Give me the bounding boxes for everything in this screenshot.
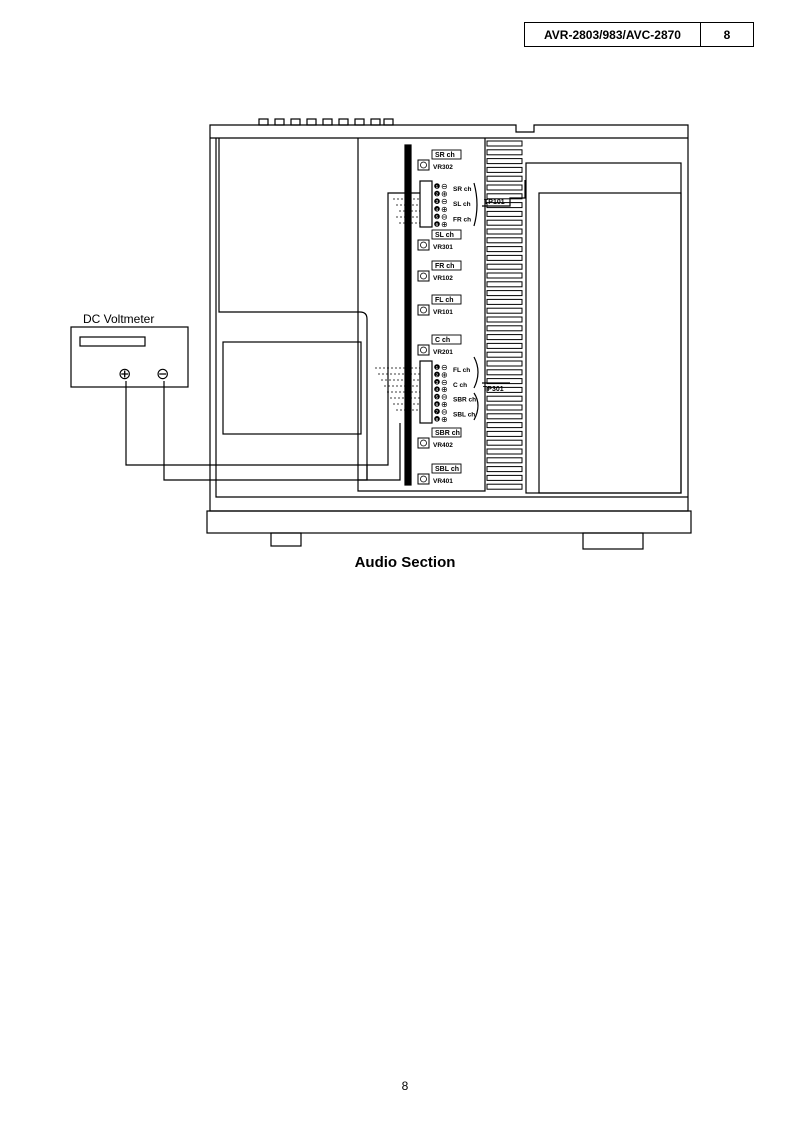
heat-sink-fin	[487, 141, 522, 146]
trimmer-knob	[421, 242, 427, 248]
pin-polarity-icon: ⊕	[441, 385, 448, 395]
tp301-label: TP301	[483, 386, 504, 393]
connector-pin	[434, 197, 470, 208]
heat-sink-fin	[487, 211, 522, 216]
heat-sink-fin	[487, 361, 522, 366]
tp101-connector	[420, 181, 432, 227]
connector-pin	[434, 220, 448, 229]
heat-sink-fin	[487, 167, 522, 172]
foot-left	[271, 533, 301, 546]
channel-label: SBR ch	[435, 430, 460, 437]
pin-channel-label: SBR ch	[453, 396, 477, 404]
pin-polarity-icon: ⊖	[441, 377, 448, 387]
model-number: AVR-2803/983/AVC-2870	[525, 23, 701, 46]
pin-polarity-icon: ⊖	[441, 392, 448, 402]
connector-pin	[434, 182, 471, 193]
channel-label: FR ch	[435, 263, 455, 270]
plus-terminal-icon: ⊕	[118, 366, 132, 383]
heat-sink-fin	[487, 352, 522, 357]
heat-sink-fin	[487, 458, 522, 463]
heat-sink-fin	[487, 484, 522, 489]
heat-sink-fin	[487, 414, 522, 419]
channel-label: FL ch	[435, 297, 454, 304]
connector-pin	[434, 415, 448, 424]
trimmer-knob	[421, 162, 427, 168]
pin-number: 4	[435, 387, 439, 393]
trimmer-knob	[421, 440, 427, 446]
pin-number: 5	[435, 394, 439, 400]
heat-sink-fin	[487, 423, 522, 428]
pin-number: 3	[435, 379, 439, 385]
connector-pin	[434, 212, 471, 223]
heat-sink-fin	[487, 273, 522, 278]
vr-block	[418, 428, 461, 449]
vr-block	[418, 295, 461, 316]
vr-label: VR201	[433, 349, 453, 356]
tp301-connector	[420, 361, 432, 423]
header-page-number: 8	[723, 27, 731, 42]
trimmer-icon[interactable]	[418, 240, 429, 250]
pin-polarity-icon: ⊖	[441, 182, 448, 191]
vr-label: VR401	[433, 478, 453, 485]
pin-polarity-icon: ⊕	[441, 370, 448, 380]
pin-number: 8	[435, 416, 439, 422]
tp101-label: TP101	[484, 199, 505, 206]
chassis-outline	[210, 125, 688, 511]
connector-pin	[434, 363, 470, 374]
foot-right	[583, 533, 643, 549]
pin-channel-label: SL ch	[453, 201, 471, 209]
channel-label: SR ch	[435, 152, 455, 159]
heat-sink-fin	[487, 317, 522, 322]
heat-sink-fin	[487, 255, 522, 260]
vr-block	[418, 150, 461, 171]
pin-number: 2	[435, 372, 439, 378]
pin-number: 4	[435, 206, 439, 212]
heat-sink-fin	[487, 238, 522, 243]
pin-number: 1	[435, 184, 439, 189]
heat-sink-fin	[487, 299, 522, 304]
heat-sink-fin	[487, 431, 522, 436]
pin-polarity-icon: ⊕	[441, 204, 448, 214]
voltmeter-label: DC Voltmeter	[83, 312, 155, 326]
heat-sink-fin	[487, 229, 522, 234]
heat-sink-fin	[487, 343, 522, 348]
vr-label: VR101	[433, 309, 453, 316]
footer-page-number: 8	[401, 1079, 409, 1093]
trimmer-knob	[421, 273, 427, 279]
minus-terminal-icon: ⊖	[156, 366, 170, 383]
diagram-caption: Audio Section	[354, 554, 456, 571]
vr-block	[418, 464, 461, 485]
center-divider	[405, 145, 411, 485]
heat-sink-fin	[487, 291, 522, 296]
pin-number: 7	[435, 409, 439, 415]
pin-polarity-icon: ⊕	[441, 414, 448, 424]
heat-sink-fin	[487, 440, 522, 445]
trimmer-knob	[421, 307, 427, 313]
pin-number: 3	[435, 199, 439, 205]
vr-label: VR102	[433, 275, 453, 282]
trimmer-icon[interactable]	[418, 271, 429, 281]
heat-sink-fin	[487, 326, 522, 331]
channel-label: C ch	[435, 337, 451, 344]
heat-sink-fin	[487, 282, 522, 287]
pin-number: 6	[435, 402, 439, 407]
voltmeter-display	[80, 337, 145, 346]
pin-polarity-icon: ⊕	[441, 400, 448, 409]
heat-sink-fin	[487, 335, 522, 340]
pin-number: 5	[435, 214, 439, 220]
pin-channel-label: FL ch	[453, 367, 471, 374]
heat-sink-fin	[487, 449, 522, 454]
trimmer-icon[interactable]	[418, 438, 429, 448]
heat-sink-fin	[487, 247, 522, 252]
heat-sink-fin	[487, 159, 522, 164]
channel-label: SL ch	[435, 232, 454, 239]
front-buttons	[259, 119, 393, 125]
chassis-base	[207, 511, 691, 533]
heat-sink-fin	[487, 150, 522, 155]
pin-channel-label: SR ch	[453, 186, 472, 193]
trimmer-icon[interactable]	[418, 305, 429, 315]
heat-sink-fin	[487, 176, 522, 181]
vr-block	[418, 335, 461, 356]
trimmer-knob	[421, 476, 427, 482]
heat-sink-fin	[487, 405, 522, 410]
heat-sink-fin	[487, 396, 522, 401]
vr-label: VR301	[433, 244, 453, 251]
pin-polarity-icon: ⊖	[441, 197, 448, 207]
vr-block	[418, 261, 461, 282]
vr-label: VR302	[433, 164, 453, 171]
heat-sink-fin	[487, 370, 522, 375]
heat-sink-fin	[487, 475, 522, 480]
heat-sink-fin	[487, 308, 522, 313]
pin-number: 2	[435, 191, 439, 197]
test-lead-paths	[375, 193, 420, 465]
pin-number: 6	[435, 222, 439, 227]
vr-block	[418, 230, 461, 251]
plus-lead	[126, 381, 367, 480]
connector-pin	[434, 378, 467, 389]
heat-sink-fin	[487, 467, 522, 472]
trimmer-icon[interactable]	[418, 160, 429, 170]
heat-sink-fin	[487, 220, 522, 225]
heat-sink-fin	[487, 264, 522, 269]
pin-polarity-icon: ⊕	[441, 189, 448, 199]
power-transformer	[526, 163, 681, 493]
heat-sink-fin	[487, 185, 522, 190]
trimmer-icon[interactable]	[418, 474, 429, 484]
pin-polarity-icon: ⊖	[441, 212, 448, 222]
trimmer-knob	[421, 347, 427, 353]
left-module	[223, 342, 361, 434]
heat-sink	[487, 141, 522, 489]
pin-number: 1	[435, 365, 439, 370]
pin-polarity-icon: ⊕	[441, 220, 448, 229]
pin-channel-label: FR ch	[453, 216, 472, 224]
vr-label: VR402	[433, 442, 453, 449]
pin-channel-label: C ch	[453, 381, 468, 389]
pin-channel-label: SBL ch	[453, 411, 476, 419]
pin-polarity-icon: ⊖	[441, 407, 448, 417]
pin-polarity-icon: ⊖	[441, 363, 448, 372]
channel-label: SBL ch	[435, 466, 459, 473]
trimmer-icon[interactable]	[418, 345, 429, 355]
